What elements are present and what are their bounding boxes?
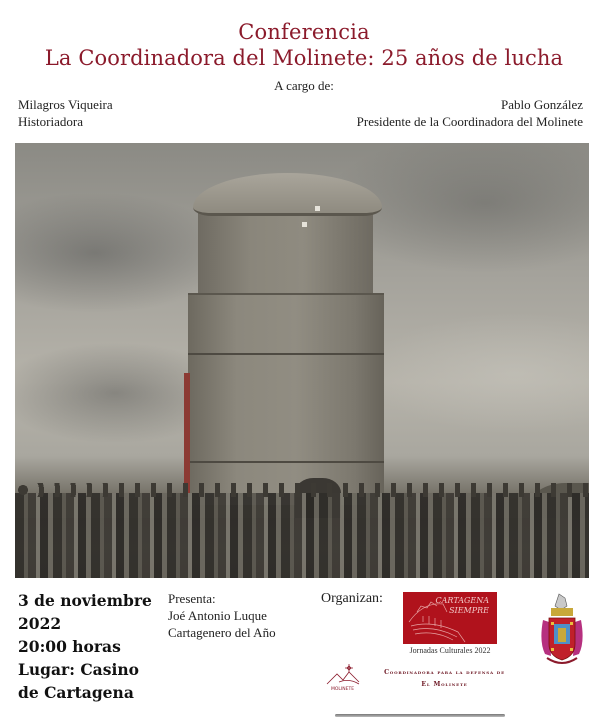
organizers-label: Organizan: — [321, 591, 383, 606]
event-place-1: Lugar: Casino — [18, 660, 139, 679]
footer-divider — [335, 714, 505, 717]
tower-photo — [15, 143, 589, 578]
tower-window — [315, 206, 320, 211]
event-date: 3 de noviembre — [18, 591, 152, 610]
speaker-right-name: Pablo González — [501, 97, 583, 112]
event-time: 20:00 horas — [18, 637, 121, 656]
event-year: 2022 — [18, 614, 62, 633]
tower-band — [188, 353, 384, 355]
svg-text:MOLINETE: MOLINETE — [331, 687, 355, 692]
cartagena-siempre-logo — [403, 592, 497, 644]
crowd — [15, 493, 589, 578]
presenter-block — [168, 590, 276, 641]
cartagena-coat-of-arms-icon — [537, 592, 587, 672]
tower-upper — [198, 209, 373, 299]
a-cargo-label: A cargo de: — [274, 78, 334, 93]
conference-title: Conferencia — [238, 20, 370, 44]
crowd-heads — [15, 483, 589, 497]
speaker-left-name: Milagros Viqueira — [18, 97, 113, 112]
speaker-right — [357, 96, 583, 130]
presenter-label: Presenta: — [168, 591, 216, 606]
presenter-name: Joé Antonio Luque — [168, 608, 267, 623]
red-flag — [184, 373, 190, 493]
coordinadora-line-2: El Molinete — [421, 681, 468, 688]
conference-subtitle: La Coordinadora del Molinete: 25 años de lucha — [44, 46, 564, 70]
speaker-left — [18, 96, 113, 130]
coordinadora-line-1: Coordinadora para la defensa de — [384, 669, 505, 676]
speaker-left-role: Historiadora — [18, 114, 83, 129]
tower-band — [188, 461, 384, 463]
jornadas-caption: Jornadas Culturales 2022 — [409, 646, 491, 655]
speaker-right-role: Presidente de la Coordinadora del Molinete — [356, 114, 583, 129]
tower-body — [188, 293, 384, 505]
event-details — [18, 589, 152, 704]
cartagena-siempre-text: CARTAGENA SIEMPRE — [435, 596, 489, 615]
event-place-2: de Cartagena — [18, 683, 134, 702]
molinete-logo-icon — [325, 664, 365, 692]
presenter-title: Cartagenero del Año — [168, 625, 276, 640]
coordinadora-text — [372, 667, 517, 691]
tower-window — [302, 222, 307, 227]
